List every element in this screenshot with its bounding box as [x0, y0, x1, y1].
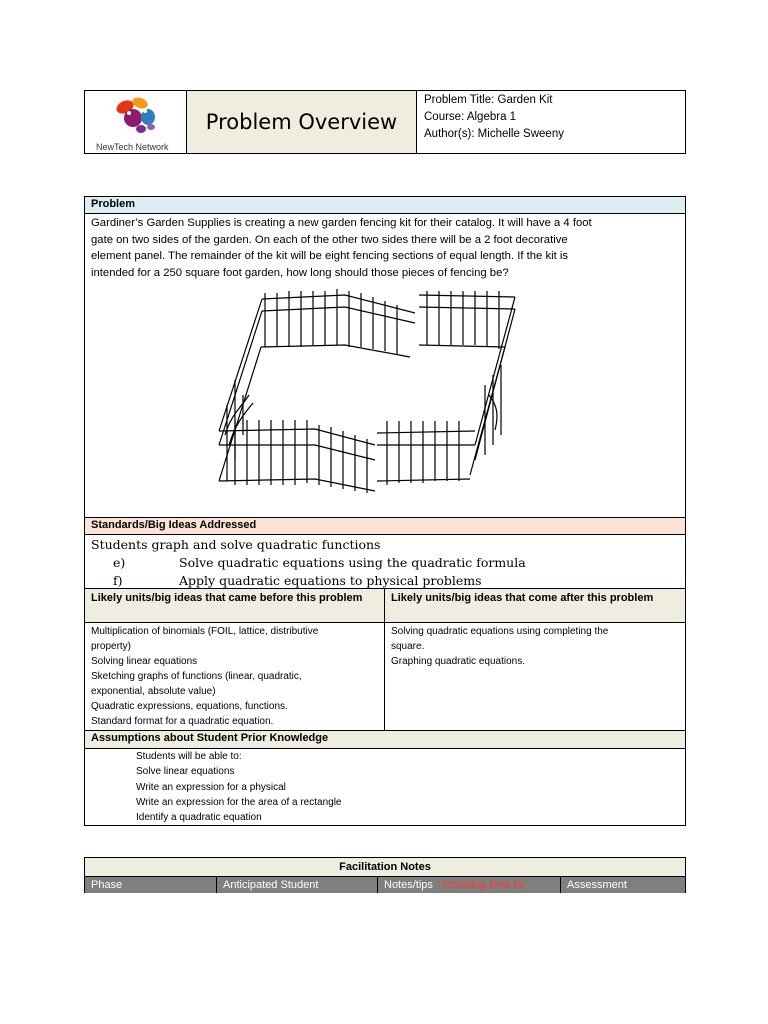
problem-line: element panel. The remainder of the kit will be eight fencing sections of equal length. If the kit is: [91, 250, 569, 262]
list-item: square.: [391, 641, 425, 652]
standard-text: Solve quadratic equations using the quadratic formula: [179, 555, 526, 570]
list-item: Multiplication of binomials (FOIL, lattice, distributive: [91, 626, 319, 637]
units-before-heading: Likely units/big ideas that came before this problem: [85, 589, 385, 624]
problem-meta: [417, 90, 686, 154]
problem-line: Gardiner’s Garden Supplies is creating a new garden fencing kit for their catalog. It will have a 4 foot: [91, 217, 592, 229]
logo-text: NewTech Network: [96, 142, 169, 152]
facilitation-header-row: [85, 877, 685, 893]
standards-heading: Standards/Big Ideas Addressed: [85, 517, 685, 535]
list-item: Solve linear equations: [136, 766, 235, 778]
facilitation-title: Facilitation Notes: [85, 858, 685, 877]
list-item: Graphing quadratic equations.: [391, 656, 525, 667]
standards-lead: Students graph and solve quadratic functions: [91, 537, 381, 552]
garden-fence-sketch: [205, 285, 525, 505]
col-notes: [378, 877, 561, 893]
units-after-heading: Likely units/big ideas that come after this problem: [391, 592, 654, 604]
list-item: Write an expression for a physical: [136, 781, 286, 793]
list-item: Solving linear equations: [91, 656, 198, 667]
units-heading-row: [85, 588, 685, 623]
assumptions-list: [85, 749, 685, 825]
overview-title-box: [186, 90, 417, 154]
problem-statement: [85, 215, 685, 281]
newtech-logo-icon: [85, 91, 187, 141]
page-title: Problem Overview: [205, 110, 398, 134]
list-item: property): [91, 641, 132, 652]
standard-letter: e): [113, 555, 126, 570]
problem-line: intended for a 250 square foot garden, how long should those pieces of fencing be?: [91, 266, 509, 279]
standard-item-e: [85, 554, 685, 572]
problem-title: Problem Title: Garden Kit: [424, 94, 553, 106]
overview-table: [84, 196, 686, 826]
units-before-list: [85, 623, 385, 730]
list-item: exponential, absolute value): [91, 686, 216, 697]
col-phase: Phase: [85, 877, 217, 893]
course: Course: Algebra 1: [424, 111, 517, 123]
list-item: Sketching graphs of functions (linear, quadratic,: [91, 671, 302, 682]
logo: [84, 90, 187, 154]
list-item: Students will be able to:: [136, 751, 242, 762]
notes-red-label: - including time for: [432, 879, 526, 891]
list-item: Standard format for a quadratic equation.: [91, 716, 274, 727]
list-item: Write an expression for the area of a rectangle: [136, 796, 342, 808]
document-header: [84, 90, 686, 154]
notes-label: Notes/tips: [384, 879, 433, 891]
units-after-list: [385, 623, 685, 670]
col-anticipated: Anticipated Student: [217, 877, 378, 893]
authors: Author(s): Michelle Sweeny: [424, 128, 564, 140]
list-item: Quadratic expressions, equations, functions.: [91, 701, 288, 712]
standard-letter: f): [113, 573, 123, 588]
facilitation-notes-table: [84, 857, 686, 893]
problem-heading: Problem: [85, 197, 685, 214]
units-body-row: [85, 623, 685, 730]
standard-text: Apply quadratic equations to physical problems: [179, 573, 482, 588]
list-item: Identify a quadratic equation: [136, 812, 262, 824]
col-assessment: Assessment: [567, 879, 627, 891]
list-item: Solving quadratic equations using completing the: [391, 626, 609, 637]
assumptions-heading: Assumptions about Student Prior Knowledge: [85, 730, 685, 749]
problem-line: gate on two sides of the garden. On each of the other two sides there will be a 2 foot decorative: [91, 233, 568, 246]
